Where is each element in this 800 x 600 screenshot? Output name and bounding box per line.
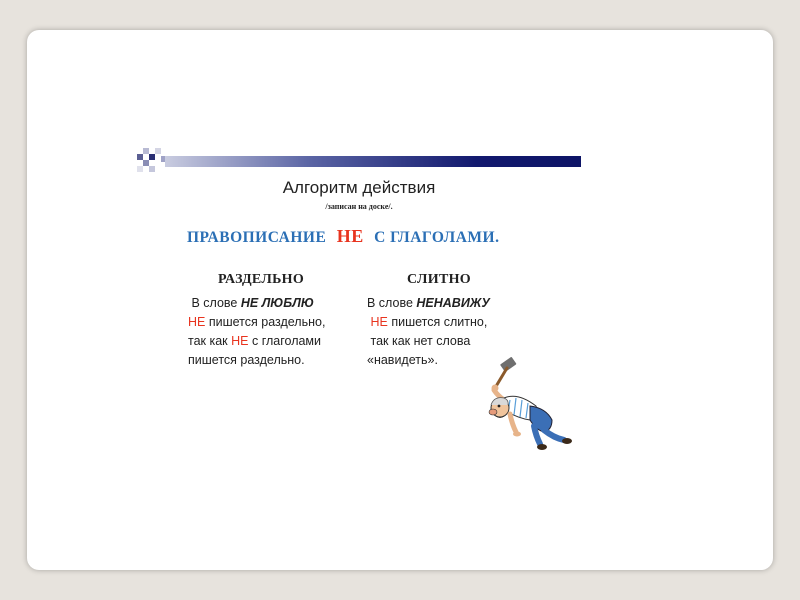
left-line-3: [188, 332, 325, 351]
rule-title-part2: С ГЛАГОЛАМИ.: [374, 229, 500, 246]
rule-title-part1: ПРАВОПИСАНИЕ: [187, 229, 327, 246]
left-line-4: пишется раздельно.: [188, 353, 305, 367]
left-column-text: [188, 294, 325, 370]
right-column-title: СЛИТНО: [407, 272, 472, 287]
slide-subheading: /записан на доске/.: [325, 202, 393, 211]
left-line-3-ne: НЕ: [231, 334, 249, 348]
left-line-3-rest: с глаголами: [248, 334, 322, 348]
slide-heading: Алгоритм действия: [282, 178, 436, 197]
left-line-1: [188, 294, 325, 313]
pixel-squares-decoration: [137, 148, 167, 178]
right-line-1-prefix: В слове: [367, 296, 417, 310]
man-with-hammer-illustration: [478, 356, 574, 452]
right-line-1: [367, 294, 490, 313]
left-line-2-ne: НЕ: [188, 315, 206, 329]
right-line-3-text: так как нет слова: [370, 334, 471, 348]
right-line-4: «навидеть».: [367, 353, 438, 367]
rule-title: [187, 226, 567, 247]
right-line-2: [367, 313, 490, 332]
left-line-2-rest: пишется раздельно,: [205, 315, 326, 329]
left-column-title: РАЗДЕЛЬНО: [218, 272, 305, 287]
right-line-1-word: НЕНАВИЖУ: [416, 296, 490, 310]
left-line-3-prefix: так как: [188, 334, 232, 348]
rule-title-ne: НЕ: [336, 226, 364, 246]
left-line-1-prefix: В слове: [191, 296, 241, 310]
right-column-text: [367, 294, 490, 370]
title-gradient-bar: [165, 156, 581, 167]
left-line-1-word: НЕ ЛЮБЛЮ: [240, 296, 314, 310]
right-line-2-ne: НЕ: [370, 315, 388, 329]
right-line-3: [367, 332, 490, 351]
right-line-2-rest: пишется слитно,: [387, 315, 488, 329]
left-line-2: [188, 313, 325, 332]
